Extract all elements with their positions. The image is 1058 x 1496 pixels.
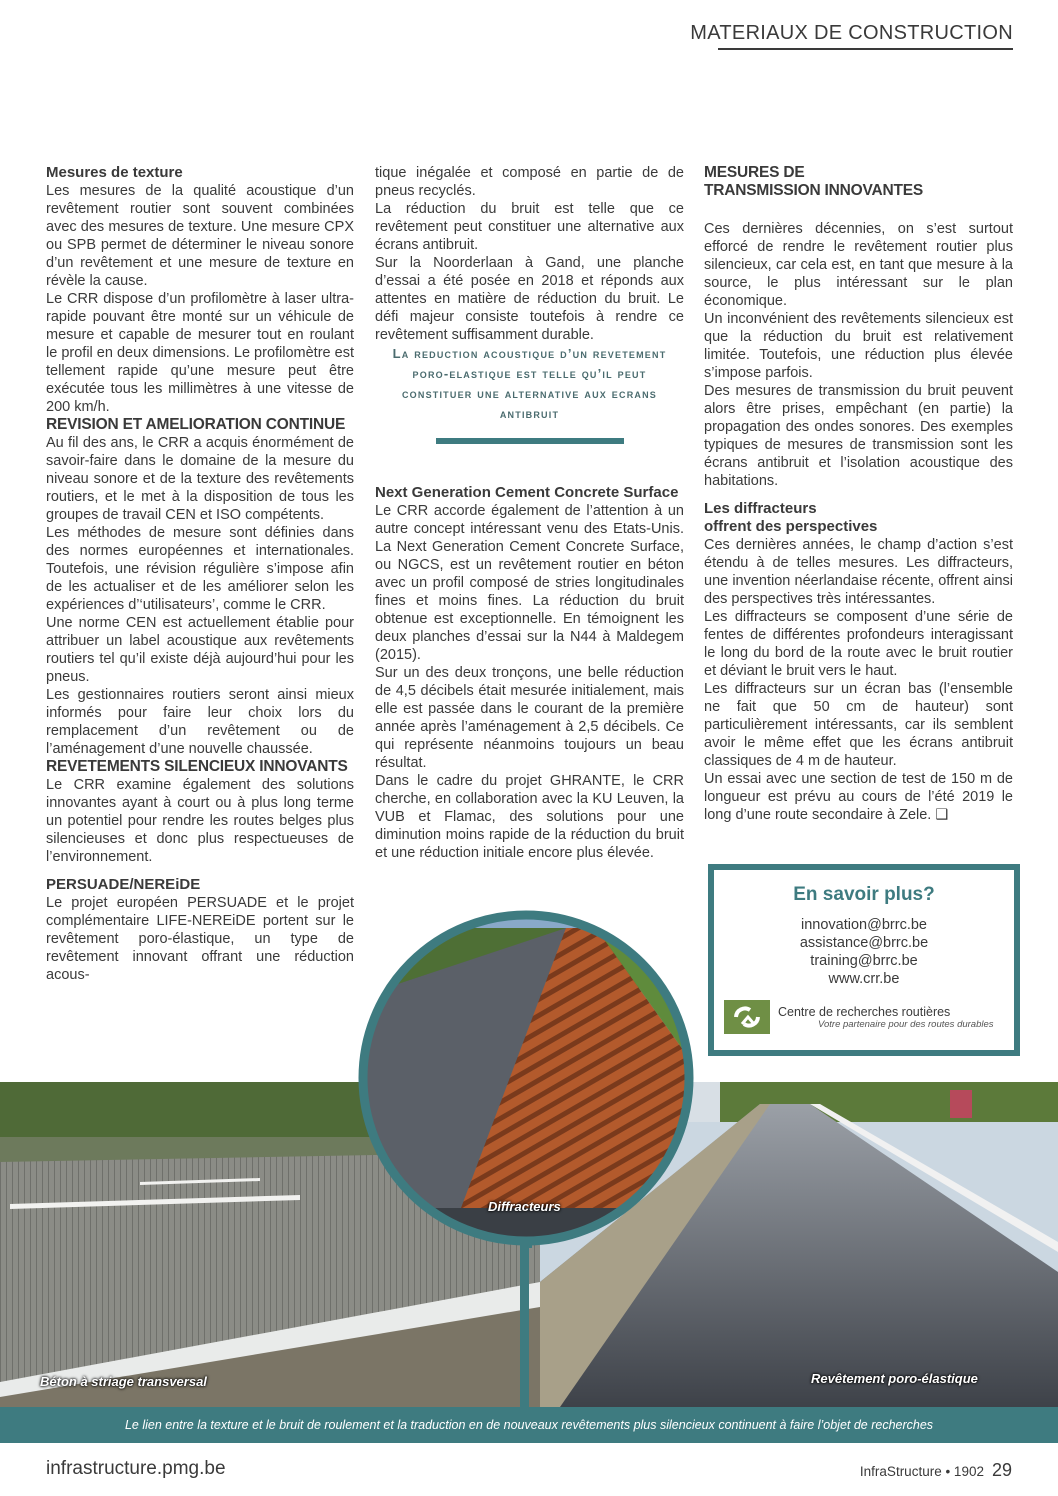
caption-poro: Revêtement poro-élastique — [811, 1371, 978, 1386]
crr-logo — [724, 1000, 994, 1034]
paragraph: Le CRR examine également des solutions innovantes ayant à court ou à plus long terme un potentiel pour rendre les routes belges plus silencieuses et donc plus respectueuses de l’environnement. — [46, 777, 354, 865]
paragraph: Les diffracteurs sur un écran bas (l’ensemble ne fait que 50 cm de hauteur) sont particulièrement intéressants, car ils semblent avoir le même effet que les écrans antibruit classiques de 4 m de hauteur. — [704, 681, 1013, 769]
diffractor-photo — [356, 908, 696, 1248]
paragraph: Une norme CEN est actuellement établie pour attribuer un label acoustique aux revêtements routiers tel qu’il existe déjà aujourd’hui pour les pneus. — [46, 615, 354, 685]
paragraph: Ces dernières décennies, on s’est surtout efforcé de rendre le revêtement routier plus silencieux, car cela est, en tant que mesure à la source, le plus intéressant sur le plan économique. — [704, 221, 1013, 309]
heading-transmission — [704, 164, 1013, 200]
logo-name: Centre de recherches routières — [778, 1004, 951, 1019]
info-title: En savoir plus? — [793, 884, 935, 905]
info-contacts — [714, 916, 1014, 988]
caption-beton: Béton à striage transversal — [40, 1374, 207, 1389]
paragraph — [704, 770, 1013, 824]
paragraph: Des mesures de transmission du bruit peuvent alors être prises, empêchant (en partie) la propagation des ondes sonores. Des exemples typiques de mesures de transmission sont les écrans antibruit et l’isolation acoustique des habitations. — [704, 383, 1013, 489]
info-box — [708, 864, 1020, 1056]
website-link[interactable]: www.crr.be — [828, 971, 900, 987]
column-1 — [46, 164, 354, 984]
pull-quote-bar — [436, 438, 624, 444]
heading-line: TRANSMISSION INNOVANTES — [704, 182, 924, 199]
pull-quote: La reduction acoustique d’un revetement poro-elastique est telle qu’il peut constituer une alternative aux ecrans antibruit — [392, 346, 667, 421]
paragraph: Les gestionnaires routiers seront ainsi mieux informés pour faire leur choix lors du remplacement d’un revêtement ou de l’aménagement d’une nouvelle chaussée. — [46, 687, 354, 757]
circle-stem — [520, 1248, 529, 1408]
column-3 — [704, 164, 1013, 824]
section-label: MATERIAUX DE CONSTRUCTION — [690, 22, 1013, 44]
email-link[interactable]: assistance@brrc.be — [799, 935, 929, 951]
paragraph: Les méthodes de mesure sont définies dans des normes européennes et internationales. Toutefois, une révision régulière s’impose afin de les actualiser et de les améliorer selon les expériences d’‘utilisateurs’, comme le CRR. — [46, 525, 354, 613]
page-number: 29 — [991, 1460, 1012, 1480]
paragraph: Le CRR dispose d’un profilomètre à laser ultra-rapide pouvant être monté sur un véhicule de mesure et capable de mesurer tout en roulant le profil en deux dimensions. Le profilomètre est tellement rapide qu’une mesure peut être exécutée tous les millimètres à une vitesse de 200 km/h. — [46, 291, 354, 415]
paragraph: tique inégalée et composé en partie de de pneus recyclés. — [375, 165, 684, 199]
email-link[interactable]: innovation@brrc.be — [801, 917, 927, 933]
column-2 — [375, 164, 684, 862]
crr-logo-icon — [724, 1000, 770, 1034]
paragraph: Le CRR accorde également de l’attention à un autre concept intéressant venu des Etats-Unis. La Next Generation Cement Concrete Surface, ou NGCS, est un revêtement routier en béton avec un profil composé de stries longitudinales fines et moins fines. La réduction du bruit obtenue est exceptionnelle. En témoignent les deux planches d’essai sur la N44 à Maldegem (2015). — [375, 503, 684, 663]
logo-tagline: Votre partenaire pour des routes durables — [818, 1018, 994, 1030]
paragraph: Dans le cadre du projet GHRANTE, le CRR cherche, en collaboration avec la KU Leuven, la VUB et Flamac, des solutions pour une diminution moins rapide de la réduction du bruit et une réduction initiale encore plus élevée. — [375, 773, 684, 861]
heading-diffracteurs — [704, 500, 1013, 536]
heading-mesures-texture: Mesures de texture — [46, 164, 183, 181]
email-link[interactable]: training@brrc.be — [810, 953, 918, 969]
heading-persuade: PERSUADE/NEREiDE — [46, 876, 201, 893]
footer-issue — [860, 1460, 1012, 1481]
paragraph: Sur la Noorderlaan à Gand, une planche d’essai a été posée en 2018 et réponds aux attentes en matière de réduction du bruit. Le défi majeur consiste toutefois à rendre ce revêtement suffisamment durable. — [375, 255, 684, 343]
heading-revetements-silencieux: REVETEMENTS SILENCIEUX INNOVANTS — [46, 758, 348, 775]
section-rule — [718, 48, 1013, 50]
heading-line: MESURES DE — [704, 164, 805, 181]
paragraph: Sur un des deux tronçons, une belle réduction de 4,5 décibels était mesurée initialement, mais elle est passée dans le courant de la première année après l’aménagement à 2,5 décibels. Ce qui représente néanmoins toujours un beau résultat. — [375, 665, 684, 771]
caption-diffracteurs: Diffracteurs — [488, 1199, 561, 1214]
paragraph-text: Un essai avec une section de test de 150 m de longueur est prévu au cours de l’été 2019 le long d’une route secondaire à Zele. — [704, 771, 1013, 823]
paragraph: Ces dernières années, le champ d’action s’est étendu à de telles mesures. Les diffracteurs, une invention néerlandaise récente, offrent ainsi des perspectives très intéressantes. — [704, 537, 1013, 607]
magazine-name: InfraStructure • 1902 — [859, 1464, 984, 1479]
heading-ngcs: Next Generation Cement Concrete Surface — [375, 484, 679, 501]
end-mark-icon: ❑ — [935, 807, 949, 823]
heading-line: Les diffracteurs — [704, 500, 817, 517]
paragraph: Le projet européen PERSUADE et le projet complémentaire LIFE-NEREiDE portent sur le revêtement poro-élastique, un type de revêtement innovant offrant une réduction acous- — [46, 895, 354, 983]
paragraph: La réduction du bruit est telle que ce revêtement peut constituer une alternative aux écrans antibruit. — [375, 201, 684, 253]
paragraph: Les diffracteurs se composent d’une série de fentes de différentes profondeurs interagissant le long du bord de la route avec le bruit routier et déviant le bruit vers le haut. — [704, 609, 1013, 679]
paragraph: Les mesures de la qualité acoustique d’un revêtement routier sont souvent combinées avec des mesures de texture. Une mesure CPX ou SPB permet de déterminer le niveau sonore d’un revêtement et une mesure de texture en révèle la cause. — [46, 183, 354, 289]
footer-url[interactable]: infrastructure.pmg.be — [46, 1458, 226, 1479]
paragraph: Au fil des ans, le CRR a acquis énormément de savoir-faire dans le domaine de la mesure du niveau sonore et de la texture des revêtements routiers, et le met à la disposition de tous les groupes de travail CEN et ISO compétents. — [46, 435, 354, 523]
heading-line: offrent des perspectives — [704, 518, 878, 535]
photo-caption-band: Le lien entre la texture et le bruit de roulement et la traduction en de nouveaux revêtements plus silencieux continuent à faire l’objet de recherches — [0, 1407, 1058, 1443]
paragraph: Un inconvénient des revêtements silencieux est que la réduction du bruit est relativement limitée. Toutefois, une réduction plus élevée s’impose parfois. — [704, 311, 1013, 381]
heading-revision: REVISION ET AMELIORATION CONTINUE — [46, 416, 346, 433]
